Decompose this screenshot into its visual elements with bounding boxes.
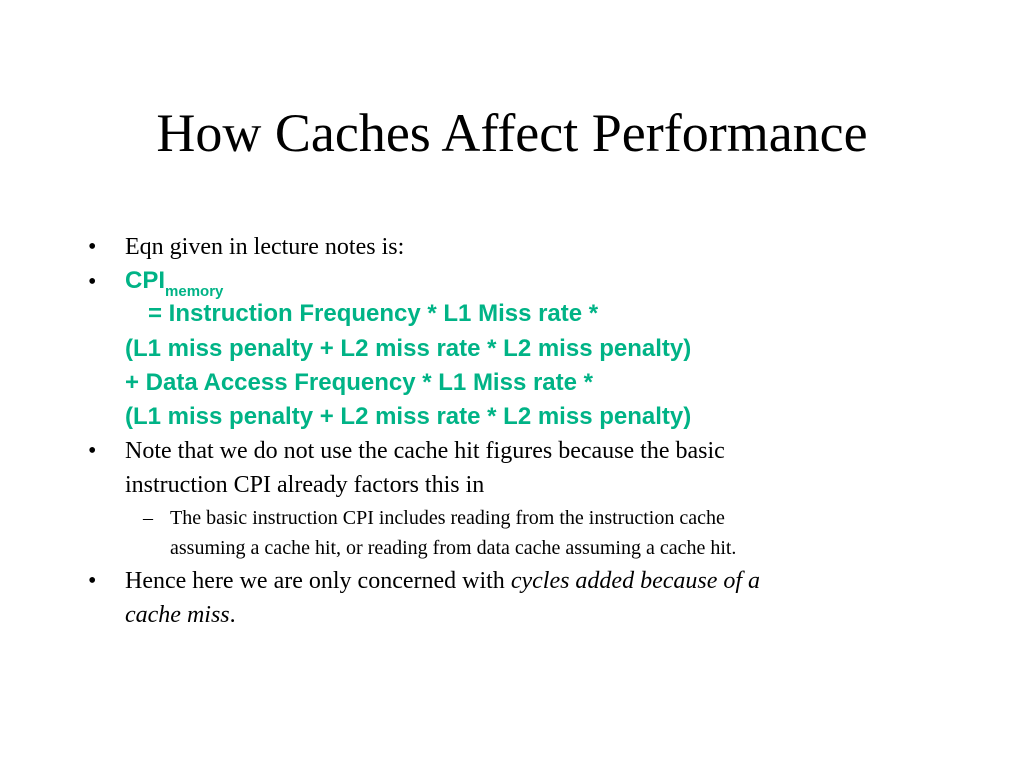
formula-line-4: (L1 miss penalty + L2 miss rate * L2 miss penalty) bbox=[125, 403, 692, 430]
bullet-3-line-1: Note that we do not use the cache hit figures because the basic bbox=[125, 438, 725, 464]
bullet-1-text: Eqn given in lecture notes is: bbox=[125, 234, 405, 260]
bullet-4-italic-2: cache miss bbox=[125, 602, 230, 628]
bullet-4-plain: Hence here we are only concerned with bbox=[125, 568, 511, 594]
sub-bullet-dash: – bbox=[143, 507, 153, 529]
bullet-4-end: . bbox=[229, 602, 236, 628]
formula-line-1: = Instruction Frequency * L1 Miss rate * bbox=[148, 300, 599, 327]
cpi-label: CPI bbox=[125, 267, 166, 294]
cpi-subscript: memory bbox=[165, 283, 224, 300]
bullet-4-line-1 bbox=[125, 564, 760, 598]
formula-line-2: (L1 miss penalty + L2 miss rate * L2 miss penalty) bbox=[125, 335, 692, 362]
cpi-memory-label bbox=[125, 264, 223, 301]
bullet-marker: • bbox=[88, 269, 97, 295]
sub-bullet-line-1: The basic instruction CPI includes reading from the instruction cache bbox=[170, 507, 725, 529]
bullet-4-line-2 bbox=[125, 598, 236, 632]
bullet-marker: • bbox=[88, 234, 97, 260]
bullet-4-italic-1: cycles added because of a bbox=[510, 568, 761, 594]
formula-line-3: + Data Access Frequency * L1 Miss rate * bbox=[125, 369, 593, 396]
bullet-marker: • bbox=[88, 568, 97, 594]
bullet-marker: • bbox=[88, 438, 97, 464]
slide-title: How Caches Affect Performance bbox=[156, 103, 868, 163]
sub-bullet-line-2: assuming a cache hit, or reading from data cache assuming a cache hit. bbox=[170, 537, 737, 559]
bullet-3-line-2: instruction CPI already factors this in bbox=[125, 472, 485, 498]
